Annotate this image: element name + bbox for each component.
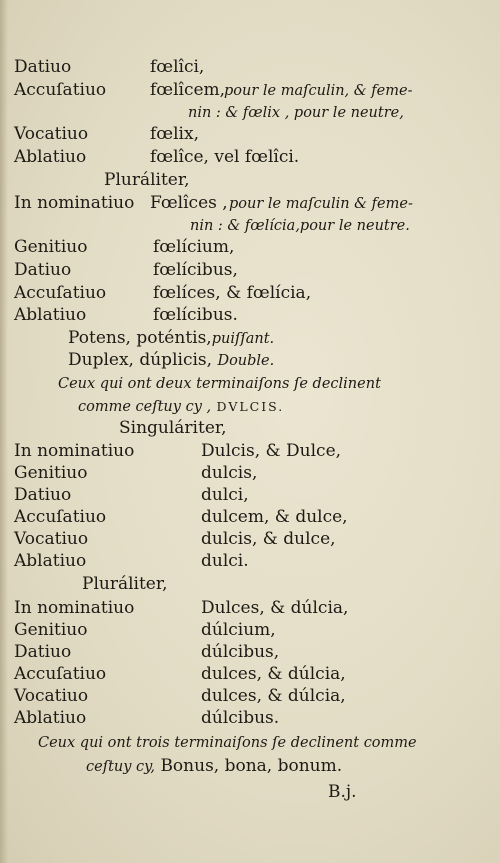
case-label: Datiuo: [14, 642, 72, 662]
declined-form: dúlcium,: [201, 620, 276, 640]
declined-form: fœlícium,: [153, 237, 235, 257]
rule-note: [86, 756, 342, 777]
case-label: Ablatiuo: [14, 551, 87, 571]
case-label: In nominatiuo: [14, 598, 135, 618]
declined-form: fœlîcem,: [150, 80, 226, 100]
french-note: nin : & fœlícia,pour le neutre.: [190, 218, 410, 234]
case-label: Ablatiuo: [14, 305, 87, 325]
french-note: nin : & fœlix , pour le neutre,: [188, 105, 404, 121]
case-label: Accuſatiuo: [14, 283, 107, 303]
case-label: Datiuo: [14, 57, 72, 77]
declined-form: Dulces, & dúlcia,: [201, 598, 349, 618]
declined-form: Dulcis, & Dulce,: [201, 441, 342, 461]
rule-note-text: comme ceſtuy cy ,: [78, 399, 212, 415]
french-note: pour le maſculin, & feme-: [224, 83, 413, 99]
example-word: [68, 350, 274, 371]
declined-form: dulcis,: [201, 463, 258, 483]
case-label: Ablatiuo: [14, 147, 87, 167]
case-label: Accuſatiuo: [14, 664, 107, 684]
example-french: Double.: [217, 353, 275, 369]
case-label: Vocatiuo: [14, 124, 89, 144]
declined-form: fœlîce, vel fœlîci.: [150, 147, 300, 167]
rule-note: [78, 396, 284, 417]
declined-form: dulci.: [201, 551, 249, 571]
case-label: Vocatiuo: [14, 686, 89, 706]
case-label: Datiuo: [14, 485, 72, 505]
declined-form: fœlix,: [150, 124, 199, 144]
case-label: Accuſatiuo: [14, 80, 107, 100]
page-gutter-shadow: [0, 0, 8, 863]
case-label: In nominatiuo: [14, 193, 135, 213]
example-word: [68, 328, 274, 349]
model-word: Bonus, bona, bonum.: [160, 756, 343, 776]
signature-mark: B.j.: [328, 782, 357, 802]
case-label: Genitiuo: [14, 463, 88, 483]
case-label: Datiuo: [14, 260, 72, 280]
case-label: In nominatiuo: [14, 441, 135, 461]
case-label: Vocatiuo: [14, 529, 89, 549]
example-latin: Duplex, dúplicis,: [68, 350, 213, 370]
case-label: Genitiuo: [14, 620, 88, 640]
declined-form: dulci,: [201, 485, 249, 505]
declined-form: dulces, & dúlcia,: [201, 664, 346, 684]
declined-form: fœlícibus.: [153, 305, 238, 325]
rule-note: Ceux qui ont deux terminaiſons ſe declinent: [58, 376, 381, 392]
rule-note-text: ceſtuy cy,: [86, 759, 156, 775]
example-latin: Potens, poténtis,: [68, 328, 212, 348]
declined-form: fœlîci,: [150, 57, 205, 77]
declined-form: Fœlîces ,: [150, 193, 228, 213]
rule-note: Ceux qui ont trois terminaiſons ſe declinent comme: [38, 735, 417, 751]
example-french: puiſſant.: [211, 331, 275, 347]
section-heading: Singuláriter,: [119, 418, 227, 438]
declined-form: dúlcibus,: [201, 642, 280, 662]
case-label: Ablatiuo: [14, 708, 87, 728]
declined-form: dulces, & dúlcia,: [201, 686, 346, 706]
section-heading: Pluráliter,: [104, 170, 190, 190]
declined-form: dúlcibus.: [201, 708, 280, 728]
declined-form: fœlíces, & fœlícia,: [153, 283, 312, 303]
declined-form: dulcis, & dulce,: [201, 529, 336, 549]
declined-form: dulcem, & dulce,: [201, 507, 348, 527]
french-note: pour le maſculin & feme-: [229, 196, 413, 212]
case-label: Genitiuo: [14, 237, 88, 257]
model-word: DVLCIS.: [216, 399, 285, 414]
case-label: Accuſatiuo: [14, 507, 107, 527]
declined-form: fœlícibus,: [153, 260, 238, 280]
section-heading: Pluráliter,: [82, 574, 168, 594]
